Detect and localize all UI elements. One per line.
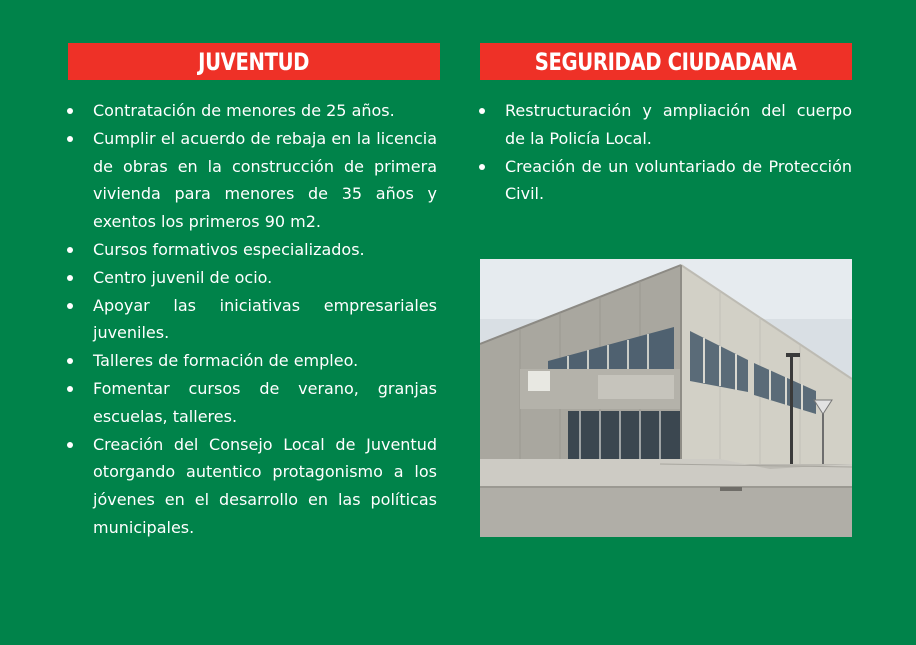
seguridad-column bbox=[480, 43, 852, 208]
seguridad-list bbox=[480, 97, 852, 208]
bullet-icon bbox=[67, 108, 73, 114]
list-item bbox=[480, 97, 852, 153]
list-item bbox=[68, 264, 437, 292]
list-item-text: Contratación de menores de 25 años. bbox=[93, 101, 395, 120]
list-item-text: Cursos formativos especializados. bbox=[93, 239, 365, 259]
bullet-icon bbox=[479, 108, 485, 114]
juventud-title-banner bbox=[68, 43, 440, 80]
list-item bbox=[68, 375, 437, 431]
bullet-icon bbox=[67, 275, 73, 281]
list-item-text: Fomentar cursos de verano, granjas escuelas, talleres. bbox=[93, 378, 437, 426]
bullet-icon bbox=[67, 247, 73, 253]
juventud-column bbox=[68, 43, 440, 542]
list-item-text: Apoyar las iniciativas empresariales juveniles. bbox=[93, 295, 437, 343]
bullet-icon bbox=[67, 442, 73, 448]
bullet-icon bbox=[479, 164, 485, 170]
list-item bbox=[68, 431, 437, 542]
juventud-list bbox=[68, 97, 437, 542]
list-item-text: Talleres de formación de empleo. bbox=[93, 351, 359, 371]
list-item-text: Creación de un voluntariado de Protección Civil. bbox=[505, 156, 852, 204]
list-item-text: Centro juvenil de ocio. bbox=[93, 267, 273, 287]
list-item-text: Restructuración y ampliación del cuerpo de la Policía Local. bbox=[505, 101, 852, 148]
bullet-icon bbox=[67, 386, 73, 392]
list-item bbox=[68, 347, 437, 375]
list-item bbox=[68, 236, 437, 264]
list-item bbox=[68, 292, 437, 348]
juventud-title: JUVENTUD bbox=[198, 47, 310, 76]
list-item-text: Cumplir el acuerdo de rebaja en la licencia de obras en la construcción de primera vivienda para menores de 35 años y exentos los primeros 90 m2. bbox=[93, 128, 437, 232]
building-photo-illustration bbox=[480, 259, 852, 537]
list-item bbox=[480, 153, 852, 209]
bullet-icon bbox=[67, 136, 73, 142]
list-item bbox=[68, 97, 437, 125]
list-item-text: Creación del Consejo Local de Juventud otorgando autentico protagonismo a los jóvenes en el desarrollo en las políticas municipales. bbox=[93, 434, 437, 537]
bullet-icon bbox=[67, 303, 73, 309]
bullet-icon bbox=[67, 358, 73, 364]
list-item bbox=[68, 125, 437, 236]
seguridad-title: SEGURIDAD CIUDADANA bbox=[535, 47, 797, 76]
building-photo bbox=[480, 259, 852, 537]
seguridad-title-banner bbox=[480, 43, 852, 80]
